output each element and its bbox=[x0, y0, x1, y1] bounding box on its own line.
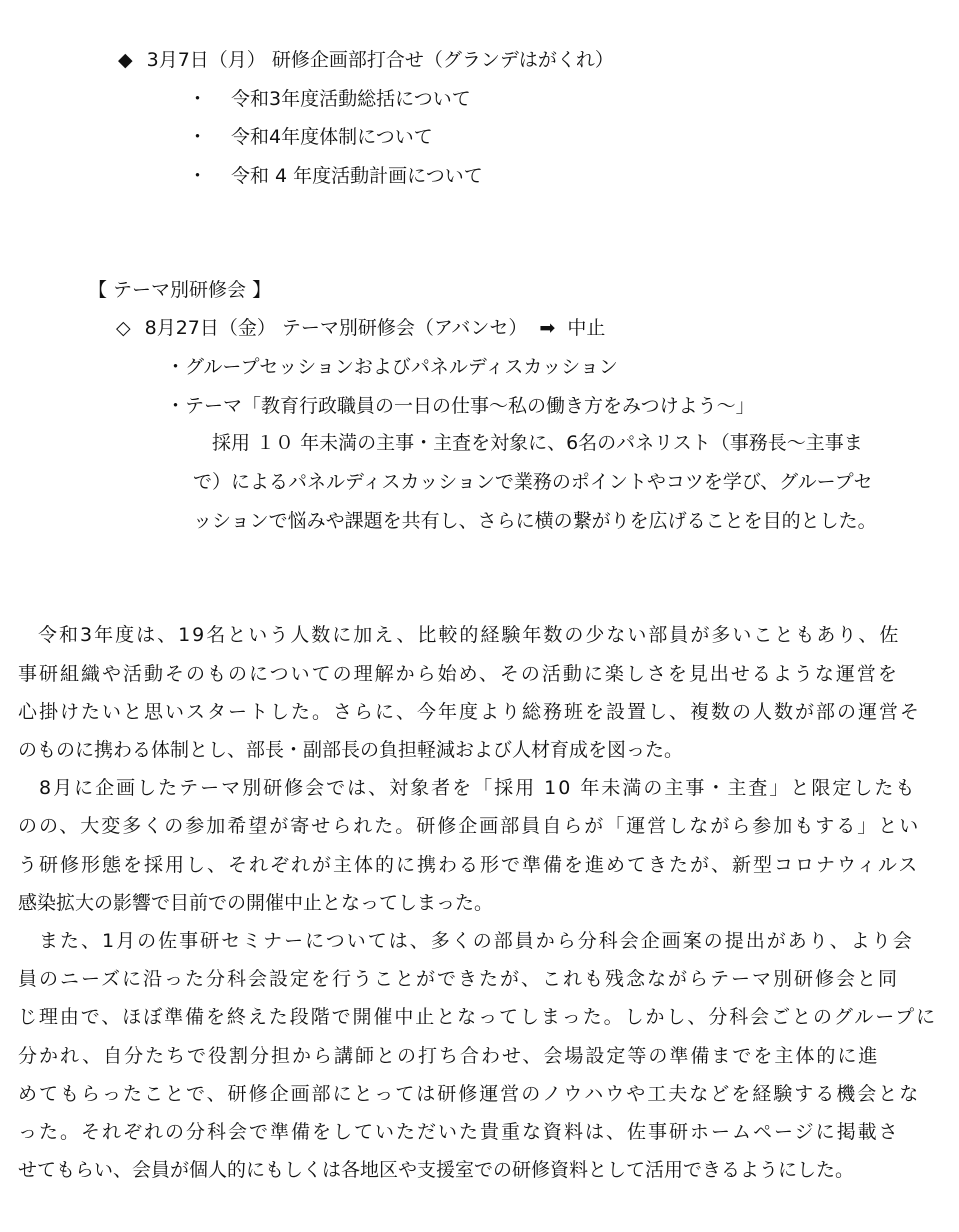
arrow-right-icon: ➡ bbox=[539, 317, 556, 339]
summary-line: った。それぞれの分科会で準備をしていただいた貴重な資料は、佐事研ホームページに掲載さ bbox=[18, 1121, 900, 1143]
theme-event-line bbox=[116, 315, 605, 341]
list-item bbox=[188, 124, 433, 150]
summary-line: 8月に企画したテーマ別研修会では、対象者を「採用 10 年未満の主事・主査」と限定したも bbox=[18, 777, 917, 799]
list-item-text: 令和3年度活動総括について bbox=[231, 88, 471, 110]
bullet-dot: ・ bbox=[188, 165, 208, 187]
diamond-outline-icon: ◇ bbox=[116, 317, 131, 339]
theme-sub-item: ・グループセッションおよびパネルディスカッション bbox=[166, 356, 618, 378]
summary-line: 員のニーズに沿った分科会設定を行うことができたが、これも残念ながらテーマ別研修会と同 bbox=[18, 968, 900, 990]
summary-line: う研修形態を採用し、それぞれが主体的に携わる形で準備を進めてきたが、新型コロナウィルス bbox=[18, 854, 920, 876]
list-item bbox=[188, 163, 483, 189]
meeting-heading bbox=[118, 47, 614, 73]
diamond-filled-icon: ◆ bbox=[118, 49, 133, 71]
list-item bbox=[188, 86, 471, 112]
theme-event-title: 8月27日（金） テーマ別研修会（アバンセ） bbox=[144, 317, 528, 339]
summary-line: のの、大変多くの参加希望が寄せられた。研修企画部員自らが「運営しながら参加もする」とい bbox=[18, 815, 921, 837]
theme-event-status: 中止 bbox=[567, 317, 606, 339]
summary-line: 令和3年度は、19名という人数に加え、比較的経験年数の少ない部員が多いこともあり、佐 bbox=[38, 624, 901, 646]
summary-line: めてもらったことで、研修企画部にとっては研修運営のノウハウや工夫などを経験する機会とな bbox=[18, 1083, 921, 1105]
bullet-dot: ・ bbox=[188, 126, 208, 148]
list-item-text: 令和4年度体制について bbox=[231, 126, 433, 148]
theme-description-line: ッションで悩みや課題を共有し、さらに横の繋がりを広げることを目的とした。 bbox=[193, 510, 877, 532]
list-item-text: 令和 4 年度活動計画について bbox=[231, 165, 483, 187]
theme-description-line: で）によるパネルディスカッションで業務のポイントやコツを学び、グループセ bbox=[193, 471, 873, 493]
summary-line: じ理由で、ほぼ準備を終えた段階で開催中止となってしまった。しかし、分科会ごとのグループに bbox=[18, 1006, 938, 1028]
meeting-title: 3月7日（月） 研修企画部打合せ（グランデはがくれ） bbox=[146, 49, 614, 71]
theme-sub-item: ・テーマ「教育行政職員の一日の仕事～私の働き方をみつけよう～」 bbox=[166, 395, 755, 417]
summary-line: また、1月の佐事研セミナーについては、多くの部員から分科会企画案の提出があり、より会 bbox=[18, 930, 914, 952]
summary-line: せてもらい、会員が個人的にもしくは各地区や支援室での研修資料として活用できるようにした。 bbox=[18, 1159, 855, 1181]
theme-section-heading: 【 テーマ別研修会 】 bbox=[88, 279, 272, 301]
summary-line: 心掛けたいと思いスタートした。さらに、今年度より総務班を設置し、複数の人数が部の運営そ bbox=[18, 701, 922, 723]
summary-line: 分かれ、自分たちで役割分担から講師との打ち合わせ、会場設定等の準備までを主体的に進 bbox=[18, 1045, 880, 1067]
theme-description-line: 採用 １０ 年未満の主事・主査を対象に、6名のパネリスト（事務長～主事ま bbox=[193, 432, 863, 454]
summary-line: 感染拡大の影響で目前での開催中止となってしまった。 bbox=[18, 892, 494, 914]
bullet-dot: ・ bbox=[188, 88, 208, 110]
summary-line: のものに携わる体制とし、部長・副部長の負担軽減および人材育成を図った。 bbox=[18, 739, 684, 761]
summary-line: 事研組織や活動そのものについての理解から始め、その活動に楽しさを見出せるような運営を bbox=[18, 663, 899, 685]
